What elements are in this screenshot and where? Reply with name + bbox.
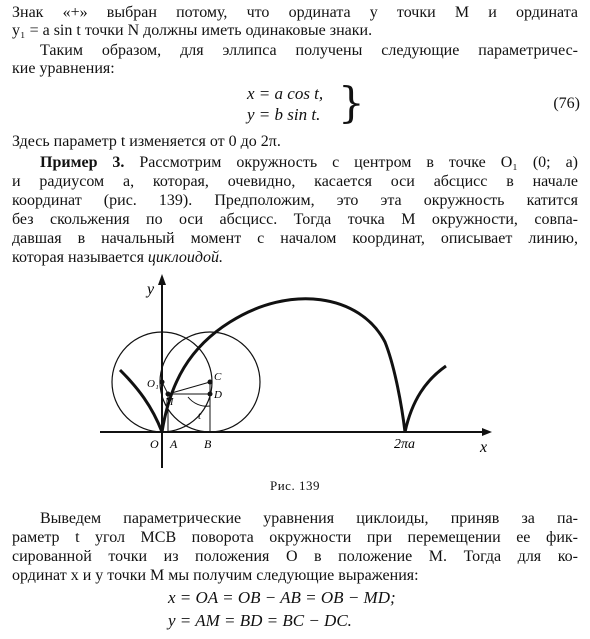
label-y: y xyxy=(147,281,155,298)
label-b: B xyxy=(204,437,212,451)
label-d: D xyxy=(214,389,222,401)
example3-line3: координат (рис. 139). Предположим, это эта окружность катится xyxy=(12,192,578,209)
label-x: x xyxy=(480,439,488,456)
para2-line2: кие уравнения: xyxy=(12,60,115,77)
point-o1 xyxy=(160,380,165,385)
eq76-row1: x = a cos t, xyxy=(247,84,324,103)
example3-label: Пример 3. xyxy=(40,154,125,171)
example3-line1 xyxy=(40,154,578,172)
x-axis-arrow xyxy=(482,428,492,436)
example3-line6 xyxy=(12,249,223,267)
para1-line2: y₁ = a sin t точки N должны иметь одинаковые знаки. xyxy=(12,22,373,39)
point-c xyxy=(208,380,213,385)
param-line: Здесь параметр t изменяется от 0 до 2π. xyxy=(12,133,281,150)
figure-caption: Рис. 139 xyxy=(270,478,320,493)
example3-line4: без скольжения по оси абсцисс. Тогда точка M окружности, совпа- xyxy=(12,211,578,228)
example3-line2: и радиусом a, которая, очевидно, касается оси абсцисс в начале xyxy=(12,173,578,190)
point-d xyxy=(208,392,213,397)
para1-line1: Знак «+» выбран потому, что ордината y точки M и ордината xyxy=(12,4,578,21)
eq76-row2: y = b sin t. xyxy=(247,105,321,124)
para3-line3: сированной точки из положения O в положение M. Тогда для ко- xyxy=(12,548,578,565)
cycloid-term: циклоидой. xyxy=(147,249,223,266)
label-a: A xyxy=(170,437,178,451)
cycloid-right-branch xyxy=(405,366,446,432)
eq76-number: (76) xyxy=(553,95,580,112)
para3-line4: ординат x и y точки M мы получим следующие выражения: xyxy=(12,567,419,584)
example3-line6-text: которая называется xyxy=(12,249,148,266)
label-t: t xyxy=(198,410,202,422)
cycloid-figure xyxy=(0,272,590,472)
para3-line2: раметр t угол MCB поворота окружности при перемещении ее фик- xyxy=(12,529,578,546)
example3-line5: давшая в начальный момент с началом координат, описывает линию, xyxy=(12,230,578,247)
label-two-pi-a: 2πa xyxy=(394,437,416,452)
label-m: M xyxy=(165,397,174,408)
point-m xyxy=(166,392,171,397)
label-origin: O xyxy=(150,437,159,451)
para2-line1: Таким образом, для эллипса получены следующие параметричес- xyxy=(40,42,578,59)
example3-line1-rest: Рассмотрим окружность с центром в точке O₁ (0; a) xyxy=(139,154,578,171)
para3-line1: Выведем параметрические уравнения циклоиды, приняв за па- xyxy=(40,510,578,527)
y-axis-arrow xyxy=(158,274,166,285)
eq76-brace: } xyxy=(338,78,365,127)
final-eq-row2: y = AM = BD = BC − DC. xyxy=(168,611,352,630)
label-o1: O₁ xyxy=(147,378,159,390)
final-eq-row1: x = OA = OB − AB = OB − MD; xyxy=(168,588,396,607)
label-c: C xyxy=(214,371,222,383)
